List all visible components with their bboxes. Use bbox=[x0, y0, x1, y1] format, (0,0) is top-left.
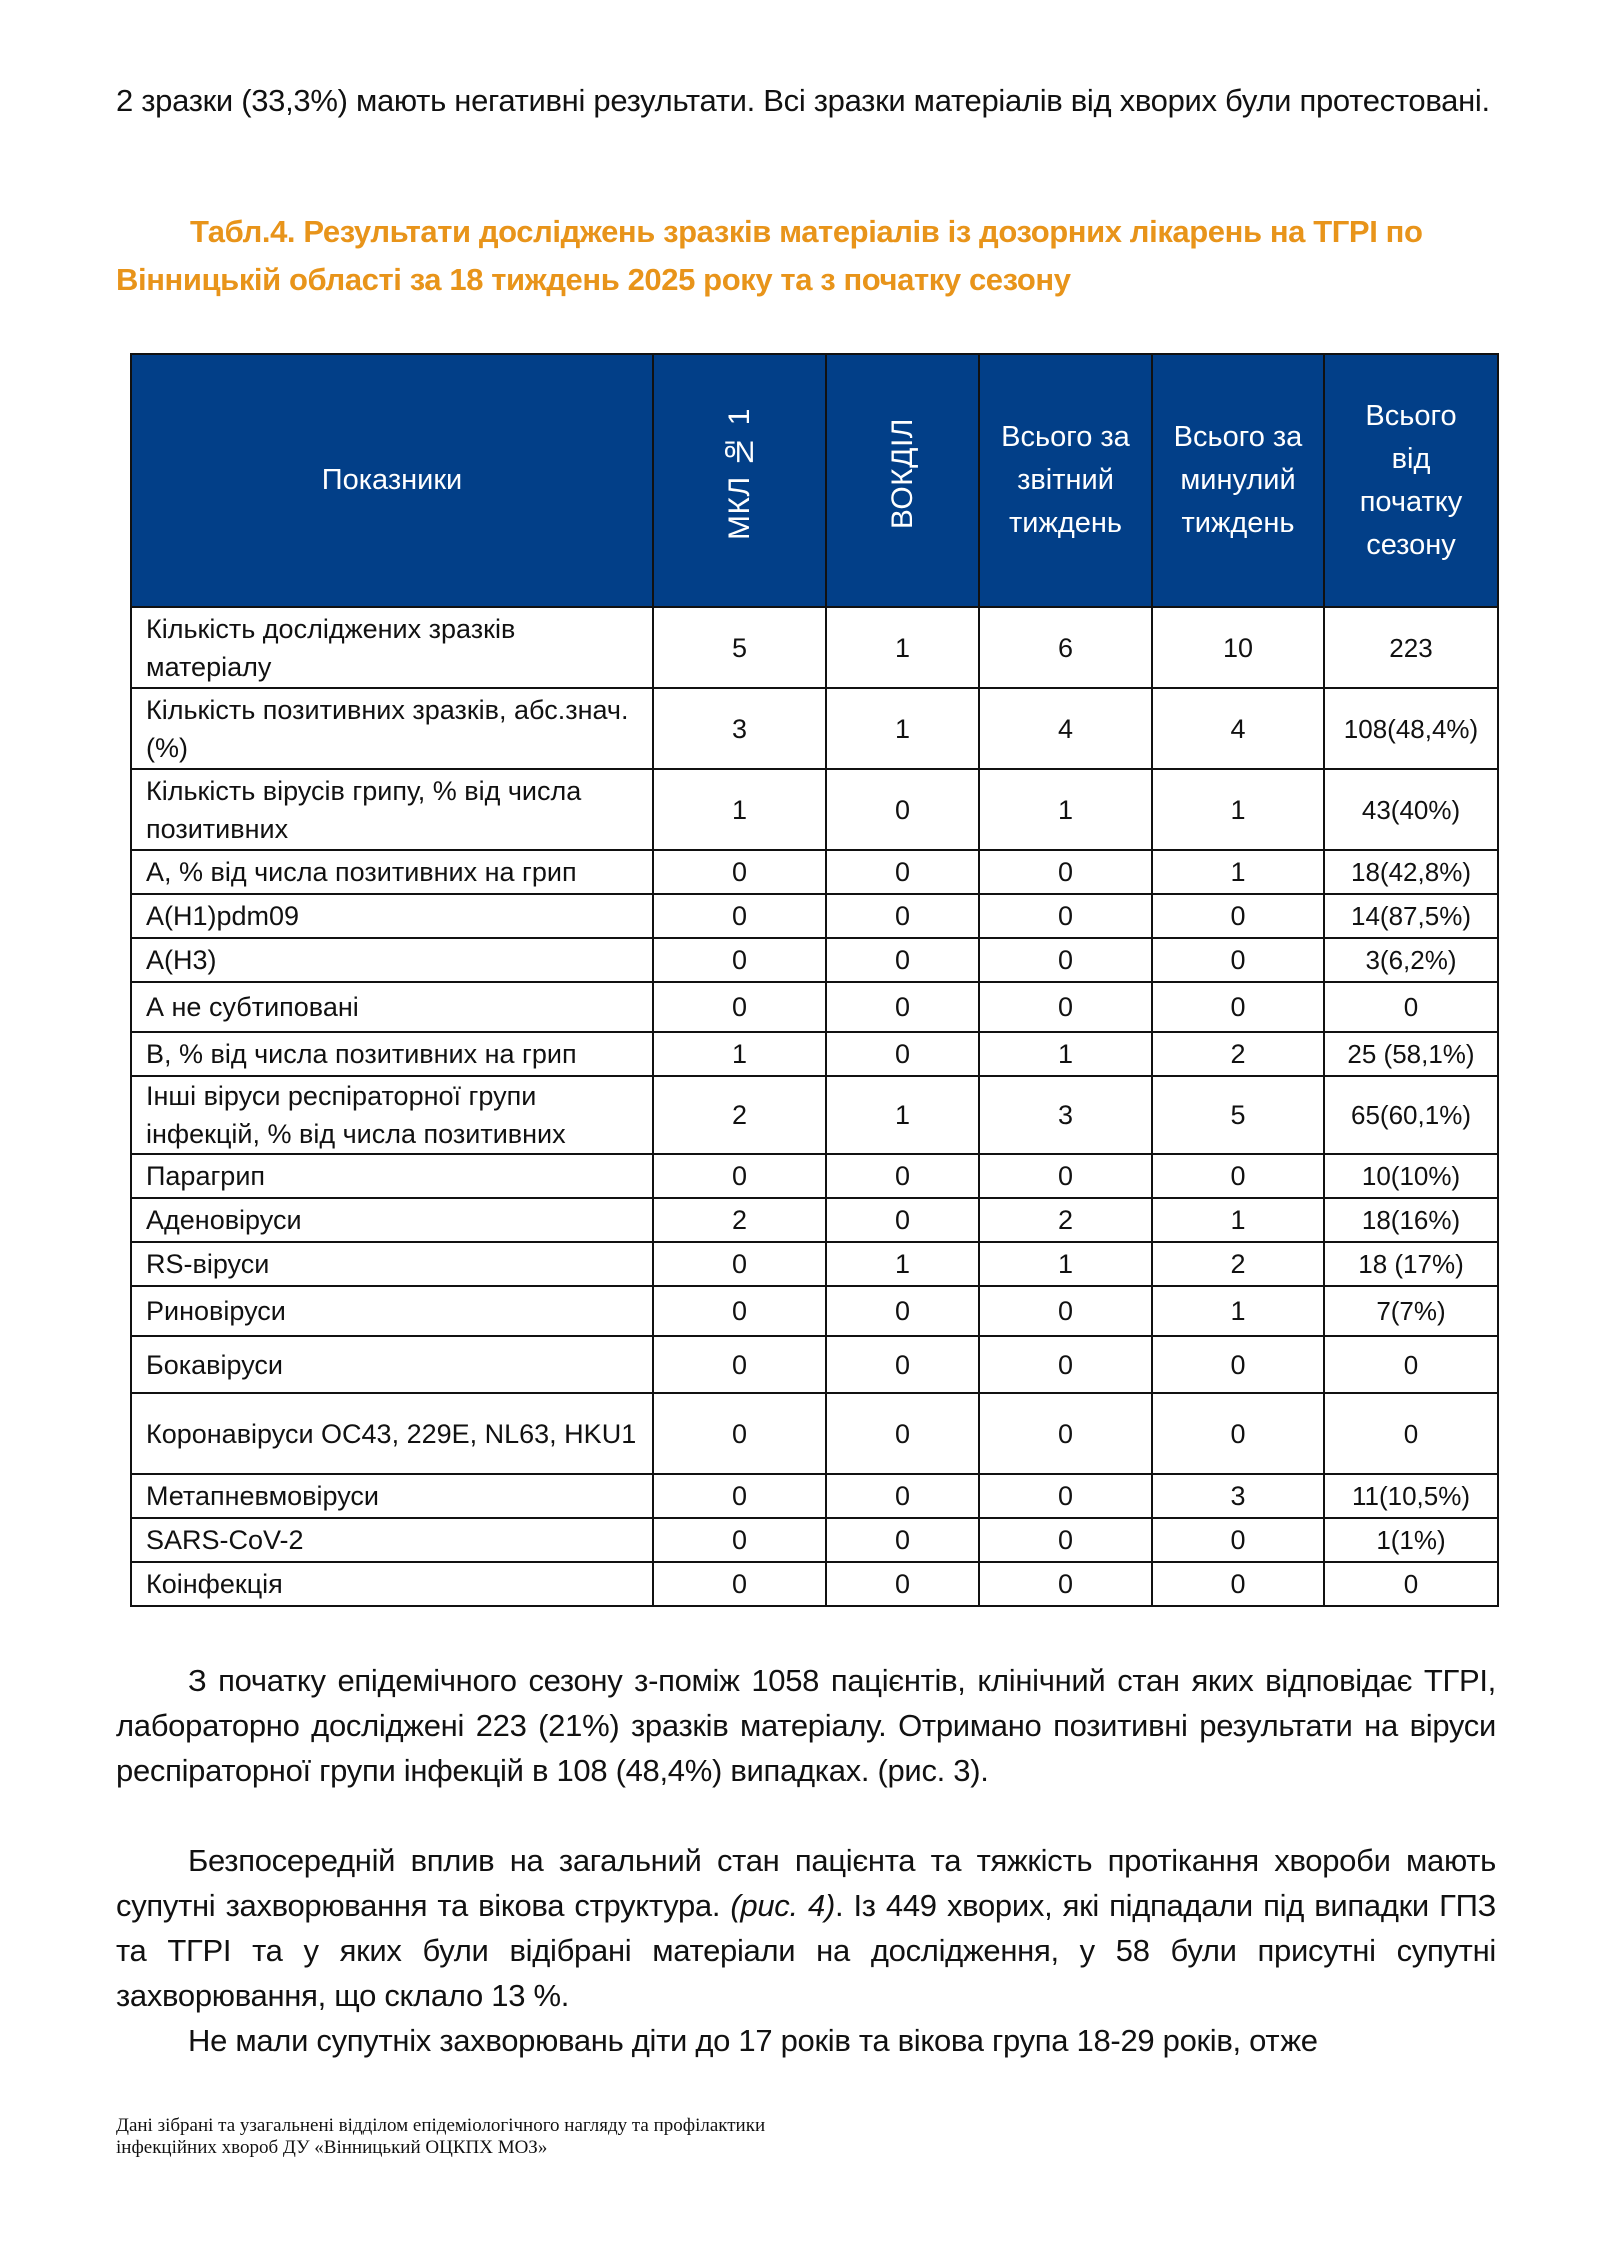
table-row bbox=[131, 894, 1498, 938]
cell-mkl1: 0 bbox=[653, 1518, 826, 1562]
cell-mkl1: 0 bbox=[653, 1242, 826, 1286]
cell-week-total: 0 bbox=[979, 1562, 1152, 1606]
table-row bbox=[131, 1474, 1498, 1518]
cell-mkl1: 3 bbox=[653, 688, 826, 769]
intro-text: 2 зразки (33,3%) мають негативні результати. Всі зразки матеріалів від хворих були протестовані. bbox=[116, 83, 1490, 118]
row-label: SARS-CoV-2 bbox=[131, 1518, 653, 1562]
cell-week-total: 0 bbox=[979, 938, 1152, 982]
table-row bbox=[131, 1393, 1498, 1474]
cell-vokdil: 0 bbox=[826, 894, 979, 938]
header-week-total: Всього за звітний тиждень bbox=[979, 354, 1152, 607]
table-row bbox=[131, 1242, 1498, 1286]
header-indicator: Показники bbox=[131, 354, 653, 607]
cell-prev-week-total: 0 bbox=[1152, 1154, 1324, 1198]
cell-week-total: 1 bbox=[979, 769, 1152, 850]
row-label: Аденовіруси bbox=[131, 1198, 653, 1242]
cell-week-total: 0 bbox=[979, 1474, 1152, 1518]
caption-text: Табл.4. Результати досліджень зразків матеріалів із дозорних лікарень на ТГРІ по Вінницькій області за 18 тиждень 2025 року та з початку сезону bbox=[116, 214, 1423, 297]
cell-prev-week-total: 2 bbox=[1152, 1242, 1324, 1286]
cell-vokdil: 0 bbox=[826, 769, 979, 850]
row-label: RS-віруси bbox=[131, 1242, 653, 1286]
row-label: А не субтиповані bbox=[131, 982, 653, 1032]
cell-vokdil: 0 bbox=[826, 850, 979, 894]
cell-vokdil: 1 bbox=[826, 1076, 979, 1154]
cell-mkl1: 1 bbox=[653, 1032, 826, 1076]
cell-week-total: 0 bbox=[979, 1336, 1152, 1393]
cell-mkl1: 0 bbox=[653, 1336, 826, 1393]
cell-mkl1: 2 bbox=[653, 1198, 826, 1242]
row-label: Кількість вірусів грипу, % від числа позитивних bbox=[131, 769, 653, 850]
cell-season-total: 223 bbox=[1324, 607, 1498, 688]
row-label: Інші віруси респіраторної групи інфекцій, % від числа позитивних bbox=[131, 1076, 653, 1154]
header-mkl1: МКЛ № 1 bbox=[653, 354, 826, 607]
row-label: В, % від числа позитивних на грип bbox=[131, 1032, 653, 1076]
cell-season-total: 1(1%) bbox=[1324, 1518, 1498, 1562]
table-row bbox=[131, 607, 1498, 688]
cell-mkl1: 0 bbox=[653, 850, 826, 894]
row-label: А(H1)pdm09 bbox=[131, 894, 653, 938]
cell-prev-week-total: 0 bbox=[1152, 1336, 1324, 1393]
cell-season-total: 14(87,5%) bbox=[1324, 894, 1498, 938]
cell-season-total: 108(48,4%) bbox=[1324, 688, 1498, 769]
cell-mkl1: 2 bbox=[653, 1076, 826, 1154]
cell-vokdil: 0 bbox=[826, 1474, 979, 1518]
cell-vokdil: 0 bbox=[826, 1562, 979, 1606]
cell-prev-week-total: 0 bbox=[1152, 1393, 1324, 1474]
cell-vokdil: 0 bbox=[826, 1154, 979, 1198]
cell-season-total: 18(42,8%) bbox=[1324, 850, 1498, 894]
table-row bbox=[131, 688, 1498, 769]
table-row bbox=[131, 1286, 1498, 1336]
cell-week-total: 0 bbox=[979, 1286, 1152, 1336]
row-label: Риновіруси bbox=[131, 1286, 653, 1336]
cell-season-total: 3(6,2%) bbox=[1324, 938, 1498, 982]
cell-prev-week-total: 0 bbox=[1152, 982, 1324, 1032]
row-label: Кількість позитивних зразків, абс.знач. (%) bbox=[131, 688, 653, 769]
cell-vokdil: 0 bbox=[826, 938, 979, 982]
cell-vokdil: 1 bbox=[826, 607, 979, 688]
table-caption bbox=[116, 208, 1500, 304]
cell-vokdil: 0 bbox=[826, 982, 979, 1032]
cell-prev-week-total: 2 bbox=[1152, 1032, 1324, 1076]
cell-prev-week-total: 0 bbox=[1152, 894, 1324, 938]
row-label: Коінфекція bbox=[131, 1562, 653, 1606]
cell-prev-week-total: 5 bbox=[1152, 1076, 1324, 1154]
cell-week-total: 3 bbox=[979, 1076, 1152, 1154]
cell-vokdil: 0 bbox=[826, 1336, 979, 1393]
table-row bbox=[131, 1336, 1498, 1393]
row-label: Метапневмовіруси bbox=[131, 1474, 653, 1518]
results-table bbox=[130, 353, 1499, 1607]
cell-prev-week-total: 1 bbox=[1152, 850, 1324, 894]
cell-week-total: 0 bbox=[979, 894, 1152, 938]
cell-week-total: 6 bbox=[979, 607, 1152, 688]
table-header-row bbox=[131, 354, 1498, 607]
table-row bbox=[131, 1154, 1498, 1198]
cell-season-total: 18(16%) bbox=[1324, 1198, 1498, 1242]
cell-prev-week-total: 1 bbox=[1152, 1286, 1324, 1336]
cell-season-total: 0 bbox=[1324, 1562, 1498, 1606]
row-label: А(H3) bbox=[131, 938, 653, 982]
cell-prev-week-total: 0 bbox=[1152, 1562, 1324, 1606]
cell-season-total: 25 (58,1%) bbox=[1324, 1032, 1498, 1076]
cell-season-total: 65(60,1%) bbox=[1324, 1076, 1498, 1154]
cell-season-total: 18 (17%) bbox=[1324, 1242, 1498, 1286]
cell-season-total: 0 bbox=[1324, 982, 1498, 1032]
intro-paragraph bbox=[116, 78, 1496, 123]
row-label: Коронавіруси OC43, 229E, NL63, HKU1 bbox=[131, 1393, 653, 1474]
row-label: А, % від числа позитивних на грип bbox=[131, 850, 653, 894]
cell-week-total: 0 bbox=[979, 982, 1152, 1032]
table-row bbox=[131, 1518, 1498, 1562]
cell-mkl1: 5 bbox=[653, 607, 826, 688]
cell-season-total: 0 bbox=[1324, 1336, 1498, 1393]
header-vokdil: ВОКДІЛ bbox=[826, 354, 979, 607]
cell-week-total: 0 bbox=[979, 850, 1152, 894]
age-group-paragraph: Не мали супутніх захворювань діти до 17 років та вікова група 18-29 років, отже bbox=[188, 2023, 1318, 2058]
cell-prev-week-total: 1 bbox=[1152, 1198, 1324, 1242]
cell-prev-week-total: 0 bbox=[1152, 1518, 1324, 1562]
cell-season-total: 0 bbox=[1324, 1393, 1498, 1474]
cell-mkl1: 0 bbox=[653, 894, 826, 938]
cell-prev-week-total: 4 bbox=[1152, 688, 1324, 769]
comorbidity-paragraph: Безпосередній вплив на загальний стан пацієнта та тяжкість протікання хвороби мають супутні захворювання та вікова структура. (рис. 4). Із 449 хворих, які підпадали під випадки ГПЗ та ТГРІ та у яких були відібрані матеріали на дослідження, у 58 були присутні супутні захворювання, що склало 13 %. bbox=[116, 1843, 1497, 2013]
cell-prev-week-total: 3 bbox=[1152, 1474, 1324, 1518]
cell-mkl1: 0 bbox=[653, 1562, 826, 1606]
row-label: Парагрип bbox=[131, 1154, 653, 1198]
cell-vokdil: 1 bbox=[826, 688, 979, 769]
table-row bbox=[131, 769, 1498, 850]
cell-mkl1: 1 bbox=[653, 769, 826, 850]
cell-vokdil: 0 bbox=[826, 1032, 979, 1076]
cell-mkl1: 0 bbox=[653, 1286, 826, 1336]
cell-week-total: 0 bbox=[979, 1154, 1152, 1198]
cell-season-total: 7(7%) bbox=[1324, 1286, 1498, 1336]
cell-mkl1: 0 bbox=[653, 982, 826, 1032]
cell-prev-week-total: 10 bbox=[1152, 607, 1324, 688]
cell-prev-week-total: 1 bbox=[1152, 769, 1324, 850]
cell-vokdil: 1 bbox=[826, 1242, 979, 1286]
cell-week-total: 2 bbox=[979, 1198, 1152, 1242]
table-row bbox=[131, 982, 1498, 1032]
cell-week-total: 4 bbox=[979, 688, 1152, 769]
cell-week-total: 0 bbox=[979, 1518, 1152, 1562]
table-row bbox=[131, 938, 1498, 982]
cell-vokdil: 0 bbox=[826, 1198, 979, 1242]
cell-vokdil: 0 bbox=[826, 1393, 979, 1474]
table-row bbox=[131, 1198, 1498, 1242]
footer-note: Дані зібрані та узагальнені відділом епідеміологічного нагляду та профілактики інфекційних хвороб ДУ «Вінницький ОЦКПХ МОЗ» bbox=[116, 2115, 766, 2158]
row-label: Кількість досліджених зразків матеріалу bbox=[131, 607, 653, 688]
row-label: Бокавіруси bbox=[131, 1336, 653, 1393]
table-row bbox=[131, 1032, 1498, 1076]
table-row bbox=[131, 1076, 1498, 1154]
header-prev-week-total: Всього за минулий тиждень bbox=[1152, 354, 1324, 607]
table-row bbox=[131, 1562, 1498, 1606]
season-summary-paragraph: З початку епідемічного сезону з-поміж 1058 пацієнтів, клінічний стан яких відповідає ТГРІ, лабораторно досліджені 223 (21%) зразків матеріалу. Отримано позитивні результати на віруси респіраторної групи інфекцій в 108 (48,4%) випадках. (рис. 3). bbox=[116, 1663, 1496, 1788]
cell-mkl1: 0 bbox=[653, 938, 826, 982]
cell-mkl1: 0 bbox=[653, 1154, 826, 1198]
cell-mkl1: 0 bbox=[653, 1474, 826, 1518]
cell-week-total: 1 bbox=[979, 1032, 1152, 1076]
figure-reference: (рис. 4) bbox=[730, 1888, 835, 1923]
cell-prev-week-total: 0 bbox=[1152, 938, 1324, 982]
header-season-total: Всього від початку сезону bbox=[1324, 354, 1498, 607]
cell-season-total: 10(10%) bbox=[1324, 1154, 1498, 1198]
cell-week-total: 0 bbox=[979, 1393, 1152, 1474]
cell-vokdil: 0 bbox=[826, 1286, 979, 1336]
cell-vokdil: 0 bbox=[826, 1518, 979, 1562]
cell-season-total: 43(40%) bbox=[1324, 769, 1498, 850]
table-row bbox=[131, 850, 1498, 894]
cell-season-total: 11(10,5%) bbox=[1324, 1474, 1498, 1518]
cell-mkl1: 0 bbox=[653, 1393, 826, 1474]
cell-week-total: 1 bbox=[979, 1242, 1152, 1286]
